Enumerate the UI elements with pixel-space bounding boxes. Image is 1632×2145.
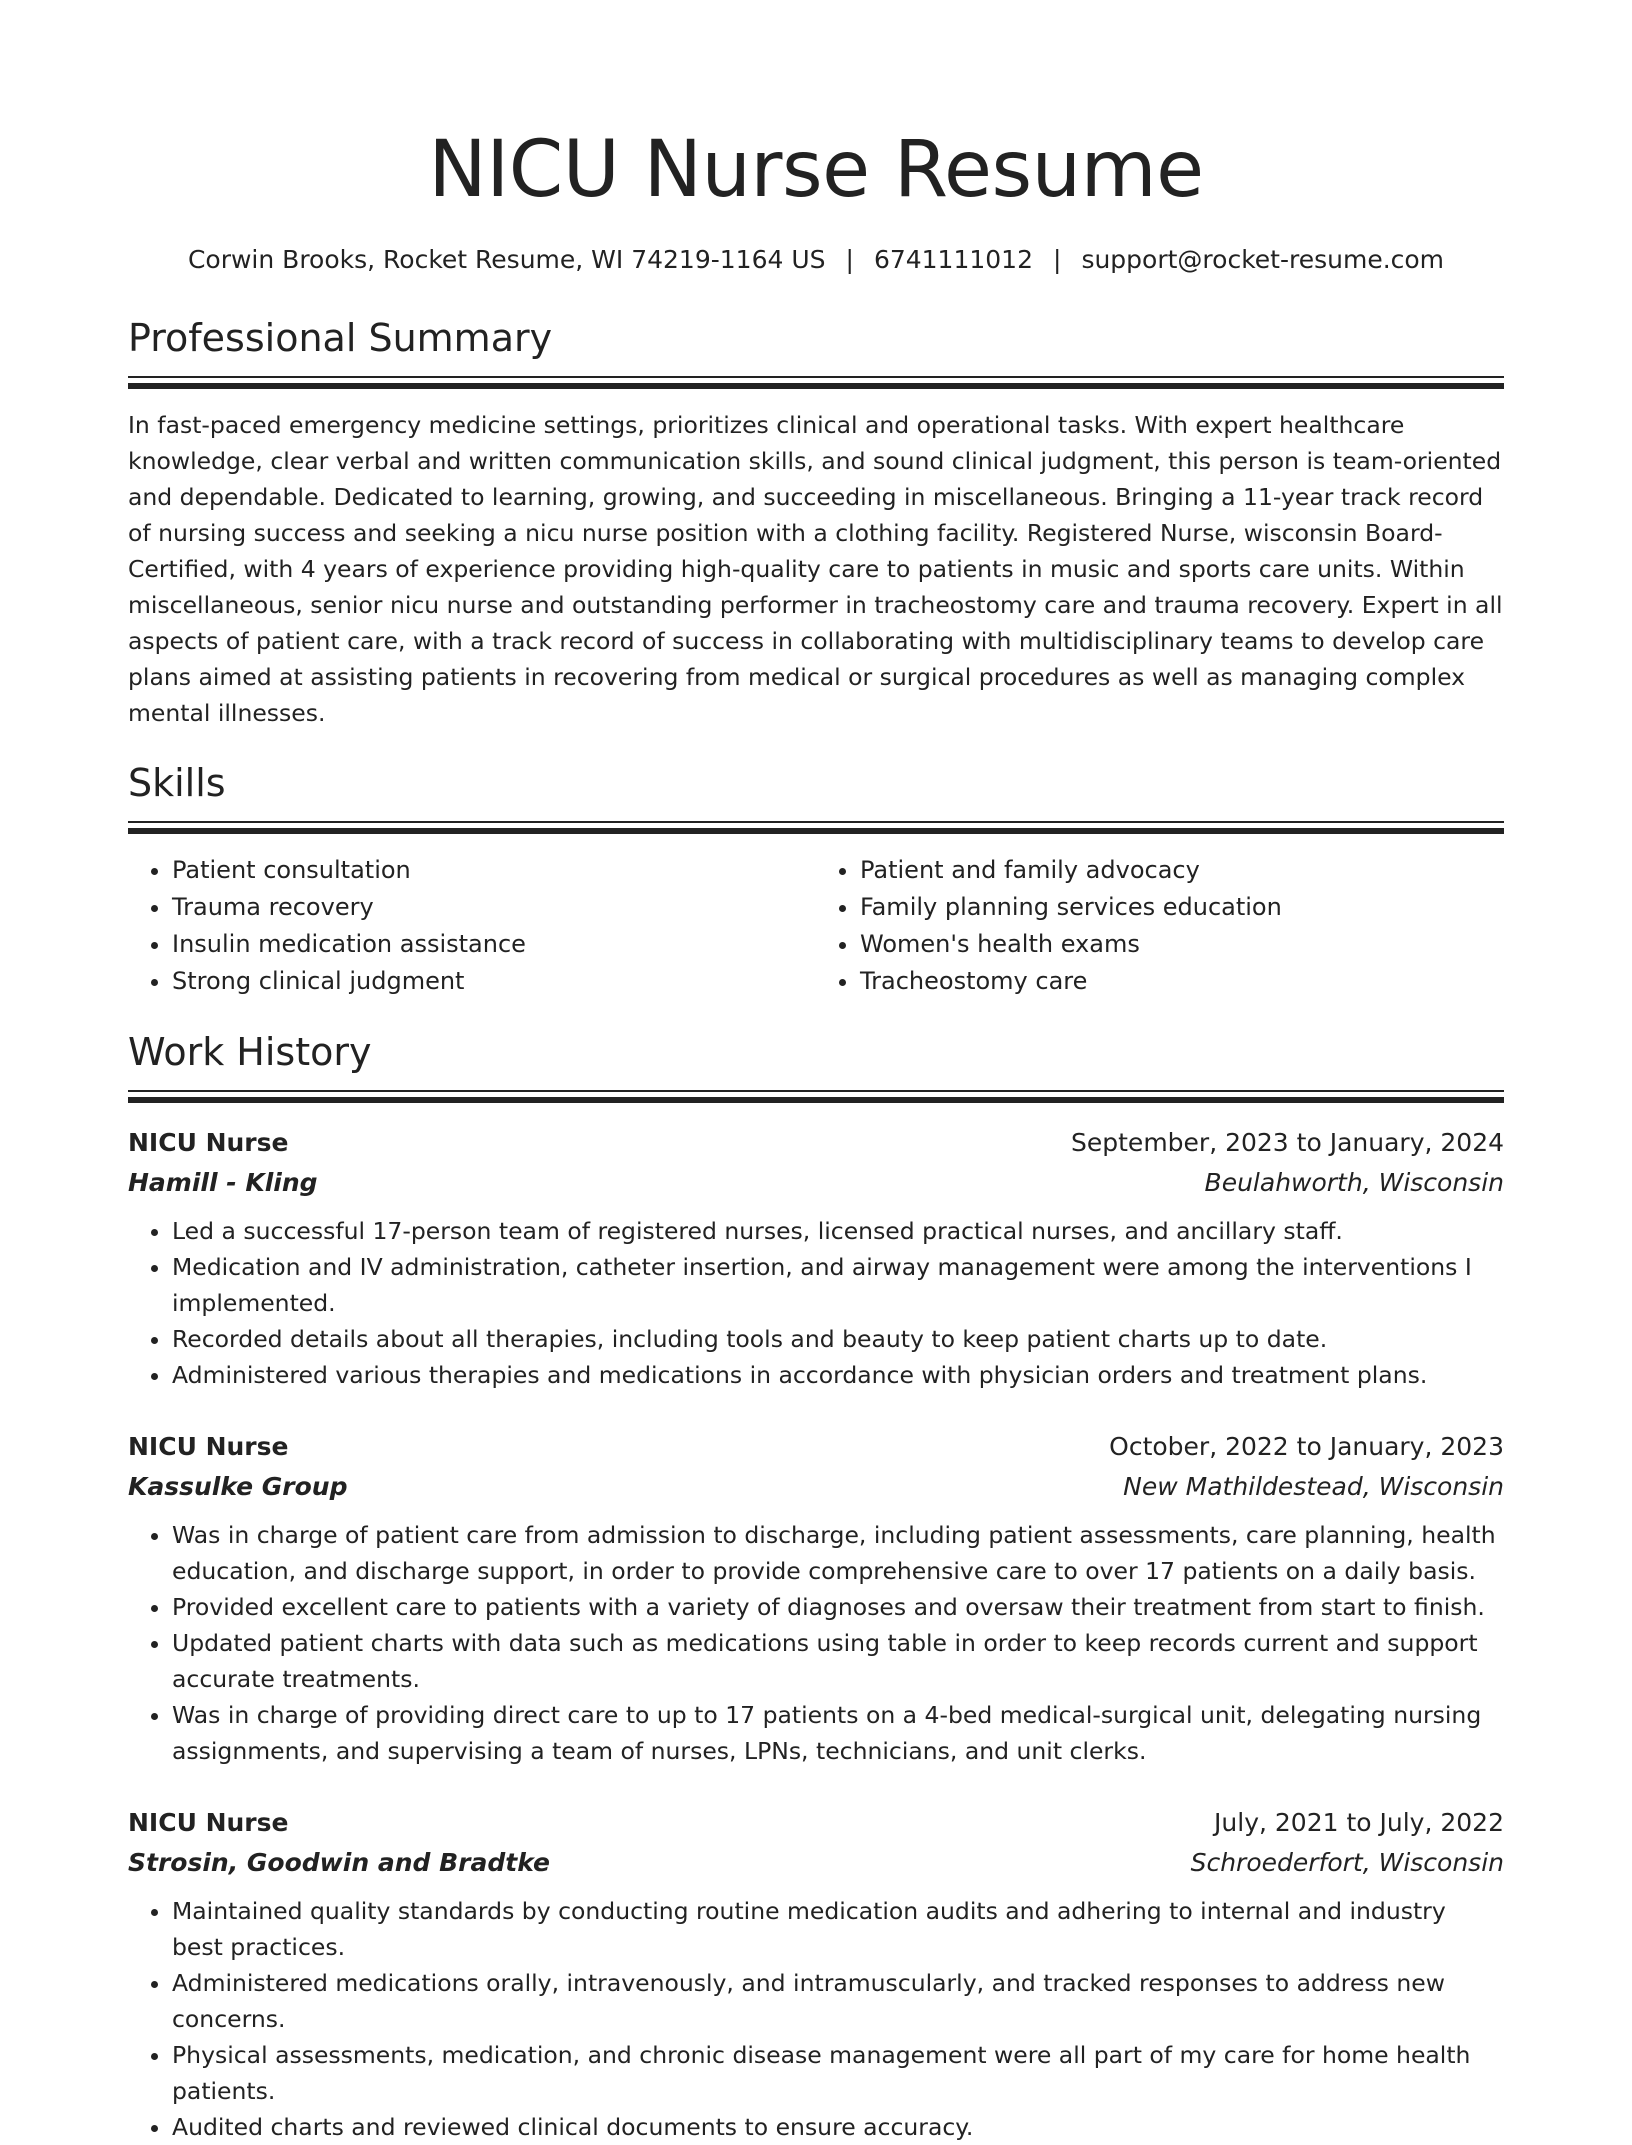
skill-item: • Tracheostomy care xyxy=(860,963,1504,1000)
job-bullet: • Was in charge of patient care from admission to discharge, including patient assessments, care planning, health education, and discharge support, in order to provide comprehensive care to over 17 patients on a daily basis. xyxy=(172,1517,1504,1589)
job-title: NICU Nurse xyxy=(128,1128,289,1157)
job-location: Beulahworth, Wisconsin xyxy=(1204,1168,1504,1197)
section-heading: Work History xyxy=(128,1030,372,1074)
job-subheader xyxy=(128,1467,1504,1507)
job-subheader xyxy=(128,1163,1504,1203)
summary-text: In fast-paced emergency medicine settings, prioritizes clinical and operational tasks. With expert healthcare knowledge, clear verbal and written communication skills, and sound clinical judgment, this person is team-oriented and dependable. Dedicated to learning, growing, and succeeding in miscellaneous. Bringing a 11-year track record of nursing success and seeking a nicu nurse position with a clothing facility. Registered Nurse, wisconsin Board-Certified, with 4 years of experience providing high-quality care to patients in music and sports care units. Within miscellaneous, senior nicu nurse and outstanding performer in tracheostomy care and trauma recovery. Expert in all aspects of patient care, with a track record of success in collaborating with multidisciplinary teams to develop care plans aimed at assisting patients in recovering from medical or surgical procedures as well as managing complex mental illnesses. xyxy=(128,411,1503,727)
skill-item: • Patient consultation xyxy=(172,852,816,889)
contact-separator: | xyxy=(845,245,854,274)
resume-title: NICU Nurse Resume xyxy=(428,125,1204,215)
job-location: Schroederfort, Wisconsin xyxy=(1190,1848,1504,1877)
skill-item: • Women's health exams xyxy=(860,926,1504,963)
job-entry xyxy=(128,1427,1504,1769)
job-bullets xyxy=(128,1893,1504,2145)
job-dates: October, 2022 to January, 2023 xyxy=(1109,1432,1504,1461)
skill-item: • Trauma recovery xyxy=(172,889,816,926)
job-bullet: • Physical assessments, medication, and chronic disease management were all part of my care for home health patients. xyxy=(172,2037,1504,2109)
job-bullet: • Was in charge of providing direct care to up to 17 patients on a 4-bed medical-surgical unit, delegating nursing assignments, and supervising a team of nurses, LPNs, technicians, and unit clerks. xyxy=(172,1697,1504,1769)
contact-line xyxy=(128,244,1504,276)
contact-phone: 6741111012 xyxy=(873,245,1033,274)
section-heading: Professional Summary xyxy=(128,316,553,360)
job-bullet: • Audited charts and reviewed clinical documents to ensure accuracy. xyxy=(172,2109,1504,2145)
contact-address: Corwin Brooks, Rocket Resume, WI 74219-1164 US xyxy=(187,245,826,274)
skills-list-right xyxy=(816,852,1504,1000)
skills-list-left xyxy=(128,852,816,1000)
section-divider xyxy=(128,376,1504,389)
contact-email: support@rocket-resume.com xyxy=(1081,245,1445,274)
contact-separator: | xyxy=(1053,245,1062,274)
job-bullets xyxy=(128,1213,1504,1393)
job-bullet: • Medication and IV administration, catheter insertion, and airway management were among the interventions I implemented. xyxy=(172,1249,1504,1321)
job-bullet: • Maintained quality standards by conducting routine medication audits and adhering to internal and industry best practices. xyxy=(172,1893,1504,1965)
section-heading: Skills xyxy=(128,761,226,805)
job-company: Hamill - Kling xyxy=(128,1168,318,1197)
skills-section xyxy=(128,759,1504,1000)
job-header xyxy=(128,1803,1504,1843)
job-company: Strosin, Goodwin and Bradtke xyxy=(128,1848,550,1877)
skill-item: • Insulin medication assistance xyxy=(172,926,816,963)
skill-item: • Strong clinical judgment xyxy=(172,963,816,1000)
skill-item: • Patient and family advocacy xyxy=(860,852,1504,889)
job-bullet: • Administered various therapies and medications in accordance with physician orders and treatment plans. xyxy=(172,1357,1504,1393)
job-bullet: • Updated patient charts with data such as medications using table in order to keep records current and support accurate treatments. xyxy=(172,1625,1504,1697)
job-subheader xyxy=(128,1843,1504,1883)
work-history-section xyxy=(128,1028,1504,2145)
skill-item: • Family planning services education xyxy=(860,889,1504,926)
job-bullets xyxy=(128,1517,1504,1769)
job-location: New Mathildestead, Wisconsin xyxy=(1123,1472,1504,1501)
job-title: NICU Nurse xyxy=(128,1808,289,1837)
job-header xyxy=(128,1123,1504,1163)
job-dates: September, 2023 to January, 2024 xyxy=(1071,1128,1504,1157)
professional-summary-section xyxy=(128,314,1504,731)
section-divider xyxy=(128,821,1504,834)
job-bullet: • Provided excellent care to patients with a variety of diagnoses and oversaw their treatment from start to finish. xyxy=(172,1589,1504,1625)
job-dates: July, 2021 to July, 2022 xyxy=(1214,1808,1504,1837)
job-bullet: • Recorded details about all therapies, including tools and beauty to keep patient charts up to date. xyxy=(172,1321,1504,1357)
job-entry xyxy=(128,1123,1504,1393)
job-title: NICU Nurse xyxy=(128,1432,289,1461)
job-header xyxy=(128,1427,1504,1467)
job-entry xyxy=(128,1803,1504,2145)
section-divider xyxy=(128,1090,1504,1103)
job-bullet: • Led a successful 17-person team of registered nurses, licensed practical nurses, and ancillary staff. xyxy=(172,1213,1504,1249)
skills-columns xyxy=(128,852,1504,1000)
job-company: Kassulke Group xyxy=(128,1472,348,1501)
job-bullet: • Administered medications orally, intravenously, and intramuscularly, and tracked responses to address new concerns. xyxy=(172,1965,1504,2037)
